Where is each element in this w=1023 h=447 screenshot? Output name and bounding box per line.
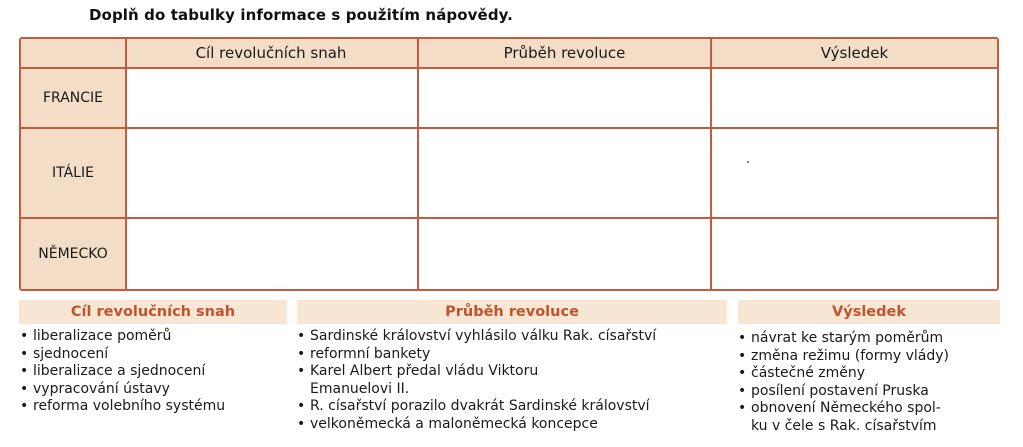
list-item: • návrat ke starým poměrům xyxy=(738,330,944,346)
cell-france-course[interactable] xyxy=(419,69,710,127)
cell-italy-course[interactable] xyxy=(419,129,710,217)
header-course: Průběh revoluce xyxy=(503,44,626,62)
bullet-icon: • xyxy=(20,345,29,362)
hint-list-course xyxy=(296,328,656,434)
list-item: • velkoněmecká a maloněmecká koncepce xyxy=(297,415,598,432)
row-divider xyxy=(21,127,997,129)
hint-list-result xyxy=(737,330,949,436)
hint-list-goals xyxy=(19,328,225,416)
bullet-icon: • xyxy=(20,380,29,397)
fill-in-table xyxy=(19,37,999,291)
list-item: • reformní bankety xyxy=(297,345,431,362)
scan-speck xyxy=(747,161,749,163)
list-item: • posílení postavení Pruska xyxy=(738,382,929,399)
row-label-france xyxy=(21,69,125,127)
cell-france-goals[interactable] xyxy=(125,69,417,127)
column-divider xyxy=(417,39,419,289)
list-item: • liberalizace poměrů xyxy=(20,328,172,344)
cell-germany-result[interactable] xyxy=(712,219,997,289)
list-item: • obnovení Německého spol- ku v čele s Rak. císařstvím xyxy=(738,400,941,434)
list-item: • Sardinské království vyhlásilo válku Rak. císařství xyxy=(297,328,657,344)
list-item: • liberalizace a sjednocení xyxy=(20,363,206,380)
column-divider xyxy=(710,39,712,289)
row-label-germany-text: NĚMECKO xyxy=(38,246,108,262)
bullet-icon: • xyxy=(297,345,306,362)
header-goals: Cíl revolučních snah xyxy=(195,44,347,62)
list-item: • Karel Albert předal vládu Viktoru Emanuelovi II. xyxy=(297,363,539,397)
row-divider xyxy=(21,217,997,219)
hint-title-goals: Cíl revolučních snah xyxy=(19,300,287,324)
list-item: • částečné změny xyxy=(738,365,866,382)
cell-italy-result[interactable] xyxy=(712,129,997,217)
instruction-text: Doplň do tabulky informace s použitím nápovědy. xyxy=(89,6,513,24)
column-divider xyxy=(125,39,127,289)
row-label-italy-text: ITÁLIE xyxy=(52,165,94,181)
cell-germany-goals[interactable] xyxy=(125,219,417,289)
bullet-icon: • xyxy=(738,382,747,399)
bullet-icon: • xyxy=(738,365,747,382)
row-label-germany xyxy=(21,219,125,289)
table-header-row xyxy=(21,39,997,69)
cell-germany-course[interactable] xyxy=(419,219,710,289)
list-item: • vypracování ústavy xyxy=(20,380,170,397)
bullet-icon: • xyxy=(297,363,306,380)
list-item: • změna režimu (formy vlády) xyxy=(738,347,949,364)
bullet-icon: • xyxy=(738,400,747,417)
bullet-icon: • xyxy=(738,330,747,346)
list-item: • R. císařství porazilo dvakrát Sardinské království xyxy=(297,398,650,415)
header-result: Výsledek xyxy=(820,44,889,62)
hint-title-course: Průběh revoluce xyxy=(297,300,727,324)
cell-france-result[interactable] xyxy=(712,69,997,127)
bullet-icon: • xyxy=(297,415,306,432)
hint-title-result: Výsledek xyxy=(738,300,1000,324)
bullet-icon: • xyxy=(297,328,306,344)
bullet-icon: • xyxy=(20,363,29,380)
bullet-icon: • xyxy=(738,347,747,364)
cell-italy-goals[interactable] xyxy=(125,129,417,217)
bullet-icon: • xyxy=(20,328,29,344)
row-label-italy xyxy=(21,129,125,217)
list-item: • sjednocení xyxy=(20,345,109,362)
bullet-icon: • xyxy=(297,398,306,415)
row-label-france-text: FRANCIE xyxy=(42,90,103,106)
list-item: • reforma volebního systému xyxy=(20,398,226,415)
bullet-icon: • xyxy=(20,398,29,415)
